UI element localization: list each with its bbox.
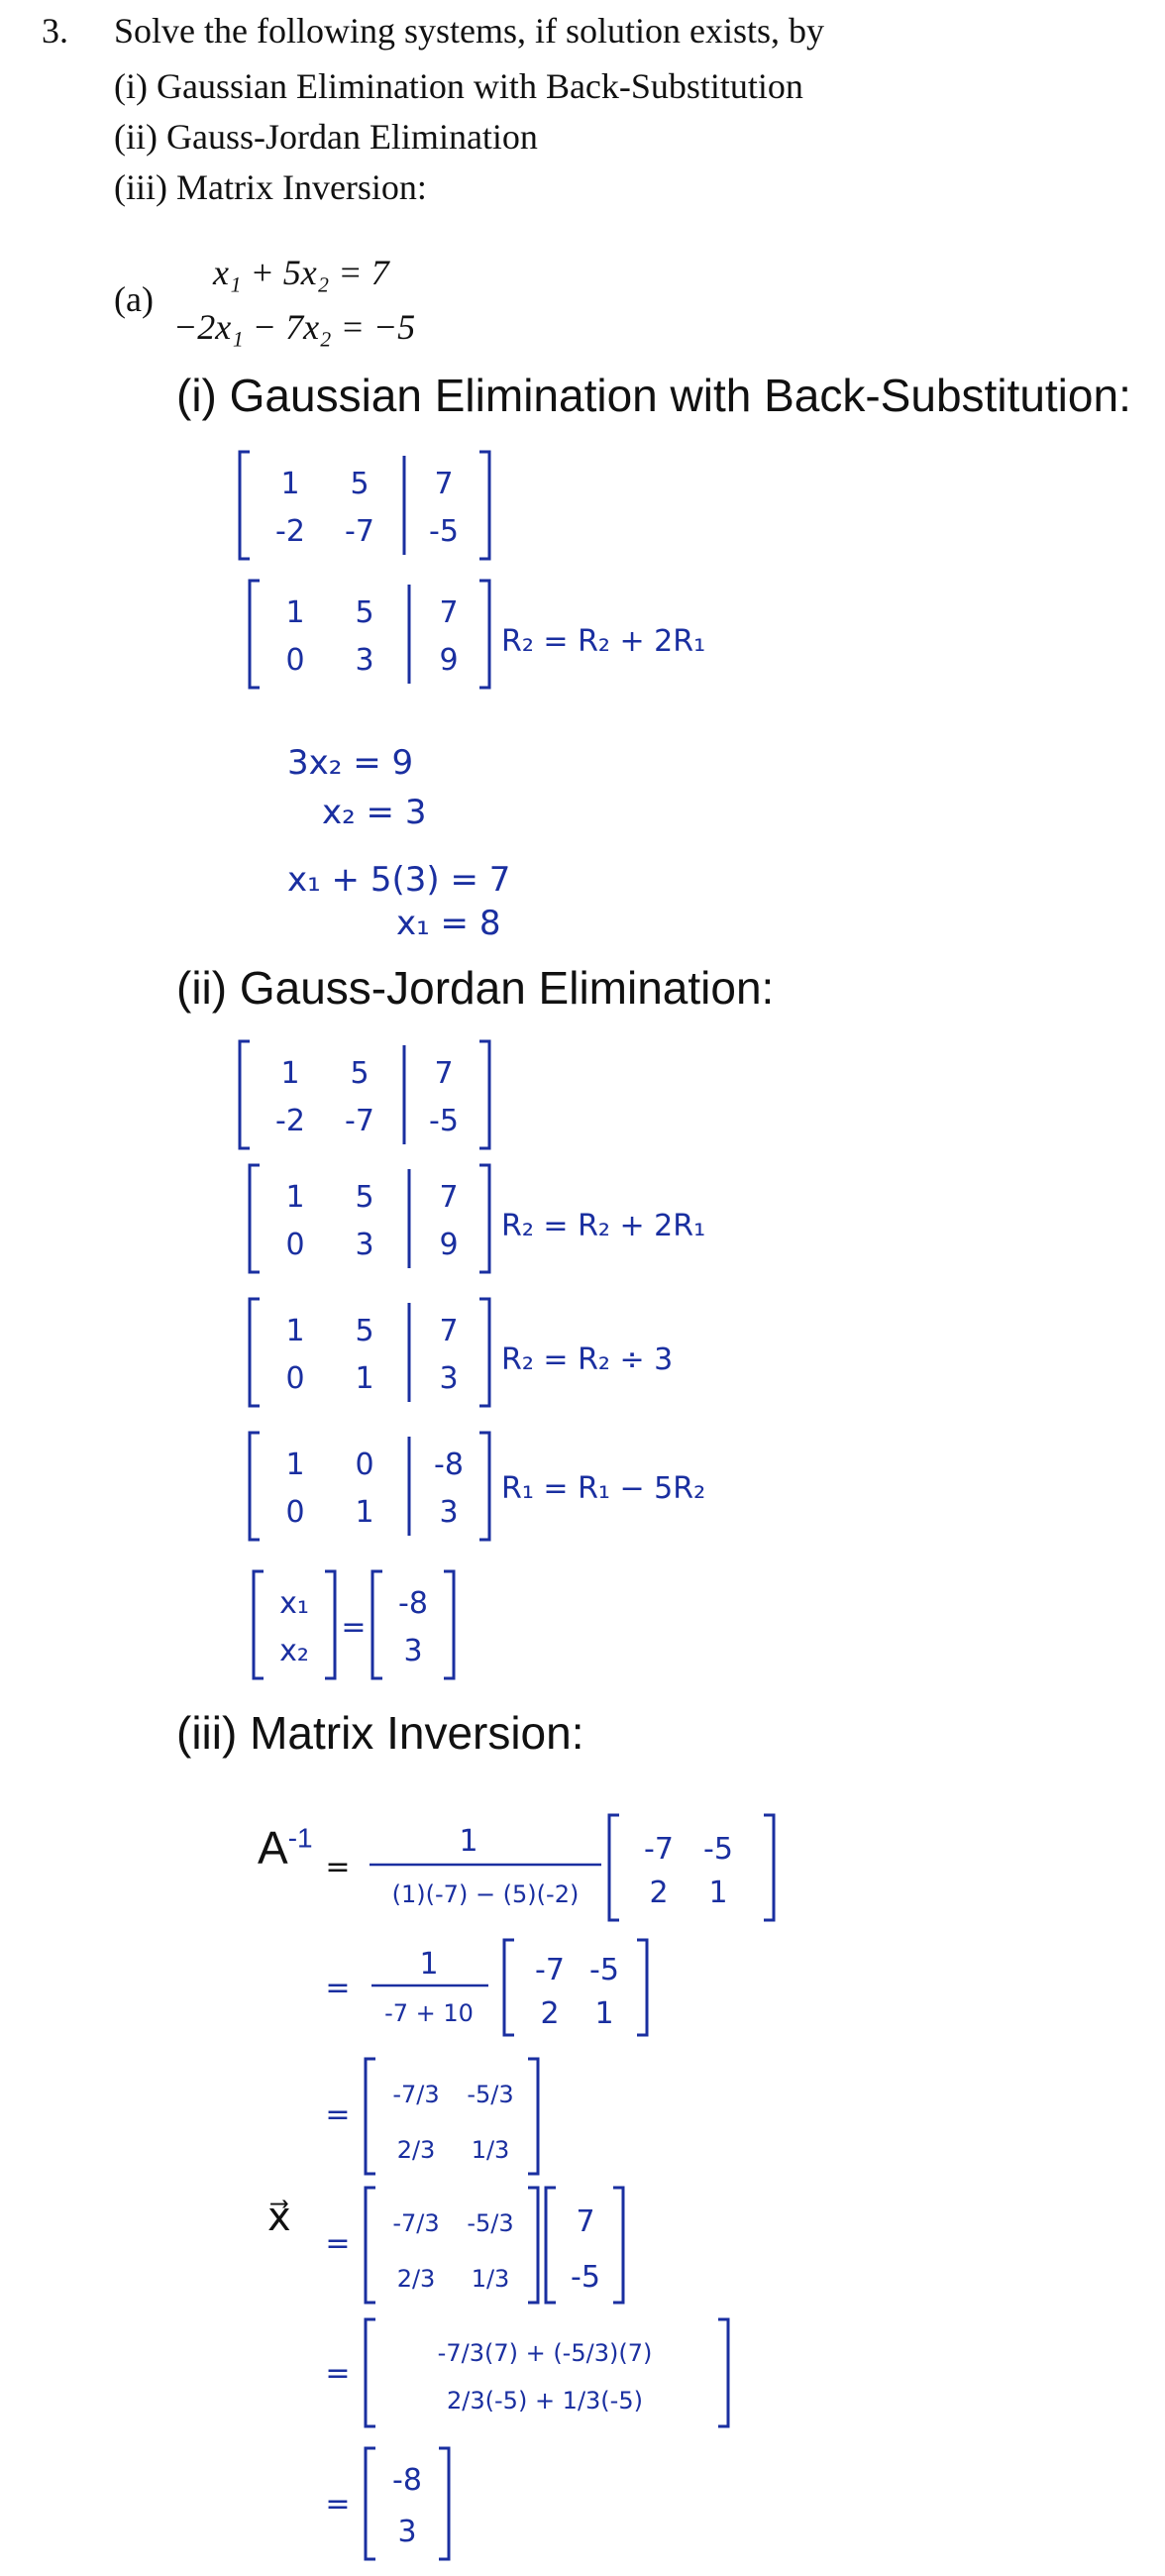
cell: -5/3 xyxy=(467,2081,514,2108)
variable: x₁ xyxy=(279,1586,309,1621)
equals-sign: = xyxy=(325,2226,351,2261)
cell: -2 xyxy=(275,514,305,549)
cell: 0 xyxy=(285,1361,305,1396)
cell: 3 xyxy=(397,2515,417,2549)
cell: 1 xyxy=(708,1876,728,1910)
cell: -8 xyxy=(392,2463,422,2498)
augmented-matrix-step1 xyxy=(246,1159,493,1278)
cell: 5 xyxy=(355,595,374,630)
cell: 7 xyxy=(439,595,459,630)
inverse-formula xyxy=(322,1803,788,1932)
cell: 5 xyxy=(355,1314,374,1348)
cell: -5 xyxy=(429,1104,459,1138)
row-operation: R₂ = R₂ ÷ 3 xyxy=(501,1342,674,1377)
cell: 0 xyxy=(285,1495,305,1530)
equals-sign: = xyxy=(325,2487,351,2522)
cell: 1 xyxy=(285,1448,305,1482)
augmented-matrix-initial xyxy=(236,1035,493,1154)
cell: -5 xyxy=(571,2260,600,2295)
cell: -7 xyxy=(535,1953,565,1987)
work-step: x₁ = 8 xyxy=(396,904,501,943)
cell: 0 xyxy=(355,1448,374,1482)
method-gauss-jordan: (ii) Gauss-Jordan Elimination xyxy=(114,117,538,157)
work-step: x₂ = 3 xyxy=(322,793,427,832)
cell: 0 xyxy=(285,1228,305,1262)
work-step: 3x₂ = 9 xyxy=(287,743,414,783)
equation-1: x₁ + 5x₂ = 7 xyxy=(213,253,389,292)
augmented-matrix-step3 xyxy=(246,1427,493,1546)
cell: 1 xyxy=(280,1056,300,1091)
section-matrix-inversion-title: (iii) Matrix Inversion: xyxy=(176,1707,584,1759)
cell: 3 xyxy=(403,1634,423,1668)
x-vector-label: x⃗ xyxy=(267,2195,291,2240)
cell: 9 xyxy=(439,643,459,678)
inverse-exponent: -1 xyxy=(287,1822,313,1854)
cell: 1 xyxy=(285,1314,305,1348)
cell: 7 xyxy=(439,1314,459,1348)
method-gaussian: (i) Gaussian Elimination with Back-Substitution xyxy=(114,66,803,106)
cell: -5/3 xyxy=(467,2209,514,2237)
cell: -5 xyxy=(589,1953,619,1987)
cell: -8 xyxy=(398,1586,428,1621)
row-operation: R₁ = R₁ − 5R₂ xyxy=(501,1471,706,1506)
cell: 0 xyxy=(285,643,305,678)
equation-2: −2x₁ − 7x₂ = −5 xyxy=(173,307,416,347)
cell: 2 xyxy=(540,1996,560,2031)
cell: -5 xyxy=(703,1832,733,1867)
part-label: (a) xyxy=(114,279,154,319)
section-gaussian-title: (i) Gaussian Elimination with Back-Substitution: xyxy=(176,370,1131,421)
equals-sign: = xyxy=(341,1610,367,1645)
cell: 2 xyxy=(649,1876,669,1910)
cell: -8 xyxy=(434,1448,464,1482)
cell: 1 xyxy=(355,1361,374,1396)
fraction-numerator: 1 xyxy=(459,1824,478,1859)
cell: 1 xyxy=(594,1996,614,2031)
cell: -2 xyxy=(275,1104,305,1138)
augmented-matrix-step2 xyxy=(246,1293,493,1412)
cell: 3 xyxy=(355,643,374,678)
cell: 3 xyxy=(439,1495,459,1530)
cell: -7 xyxy=(345,1104,374,1138)
equals-sign: = xyxy=(325,1850,351,1884)
row-operation: R₂ = R₂ + 2R₁ xyxy=(501,624,706,659)
inverse-simplified xyxy=(322,1932,659,2041)
solution-vector-equation xyxy=(250,1565,458,1684)
section-gauss-jordan-title: (ii) Gauss-Jordan Elimination: xyxy=(176,962,775,1014)
equals-sign: = xyxy=(325,2097,351,2132)
cell: 3 xyxy=(355,1228,374,1262)
problem-instruction: Solve the following systems, if solution exists, by xyxy=(114,11,824,51)
cell: 7 xyxy=(439,1180,459,1215)
augmented-matrix-initial xyxy=(236,446,493,565)
cell: 5 xyxy=(355,1180,374,1215)
equals-sign: = xyxy=(325,2356,351,2391)
cell: -5 xyxy=(429,514,459,549)
cell: 7 xyxy=(434,467,454,501)
product-row: -7/3(7) + (-5/3)(7) xyxy=(437,2339,653,2367)
inverse-result xyxy=(322,2051,560,2180)
cell: 1/3 xyxy=(471,2136,510,2164)
cell: -7/3 xyxy=(392,2209,440,2237)
cell: 5 xyxy=(350,467,370,501)
cell: 1 xyxy=(355,1495,374,1530)
work-step: x₁ + 5(3) = 7 xyxy=(287,860,511,900)
cell: 1 xyxy=(280,467,300,501)
cell: 1/3 xyxy=(471,2265,510,2293)
augmented-matrix-step1 xyxy=(246,575,493,694)
fraction-denominator: -7 + 10 xyxy=(384,1999,474,2027)
product-expansion xyxy=(322,2313,738,2432)
cell: 1 xyxy=(285,595,305,630)
cell: -7/3 xyxy=(392,2081,440,2108)
cell: 7 xyxy=(434,1056,454,1091)
matrix-name: A xyxy=(258,1822,288,1874)
final-solution xyxy=(322,2442,500,2566)
fraction-denominator: (1)(-7) − (5)(-2) xyxy=(391,1880,580,1908)
cell: 2/3 xyxy=(396,2265,436,2293)
cell: 7 xyxy=(576,2204,595,2239)
cell: 3 xyxy=(439,1361,459,1396)
method-matrix-inversion: (iii) Matrix Inversion: xyxy=(114,167,427,207)
cell: 5 xyxy=(350,1056,370,1091)
fraction-numerator: 1 xyxy=(419,1947,439,1982)
cell: -7 xyxy=(345,514,374,549)
cell: -7 xyxy=(644,1832,674,1867)
problem-number: 3. xyxy=(42,11,68,51)
cell: 9 xyxy=(439,1228,459,1262)
x-equals-inverse-times-b xyxy=(322,2180,639,2308)
row-operation: R₂ = R₂ + 2R₁ xyxy=(501,1209,706,1243)
equals-sign: = xyxy=(325,1971,351,2005)
cell: 1 xyxy=(285,1180,305,1215)
product-row: 2/3(-5) + 1/3(-5) xyxy=(447,2387,643,2415)
cell: 2/3 xyxy=(396,2136,436,2164)
variable: x₂ xyxy=(279,1634,309,1668)
a-inverse-label xyxy=(258,1821,313,1875)
